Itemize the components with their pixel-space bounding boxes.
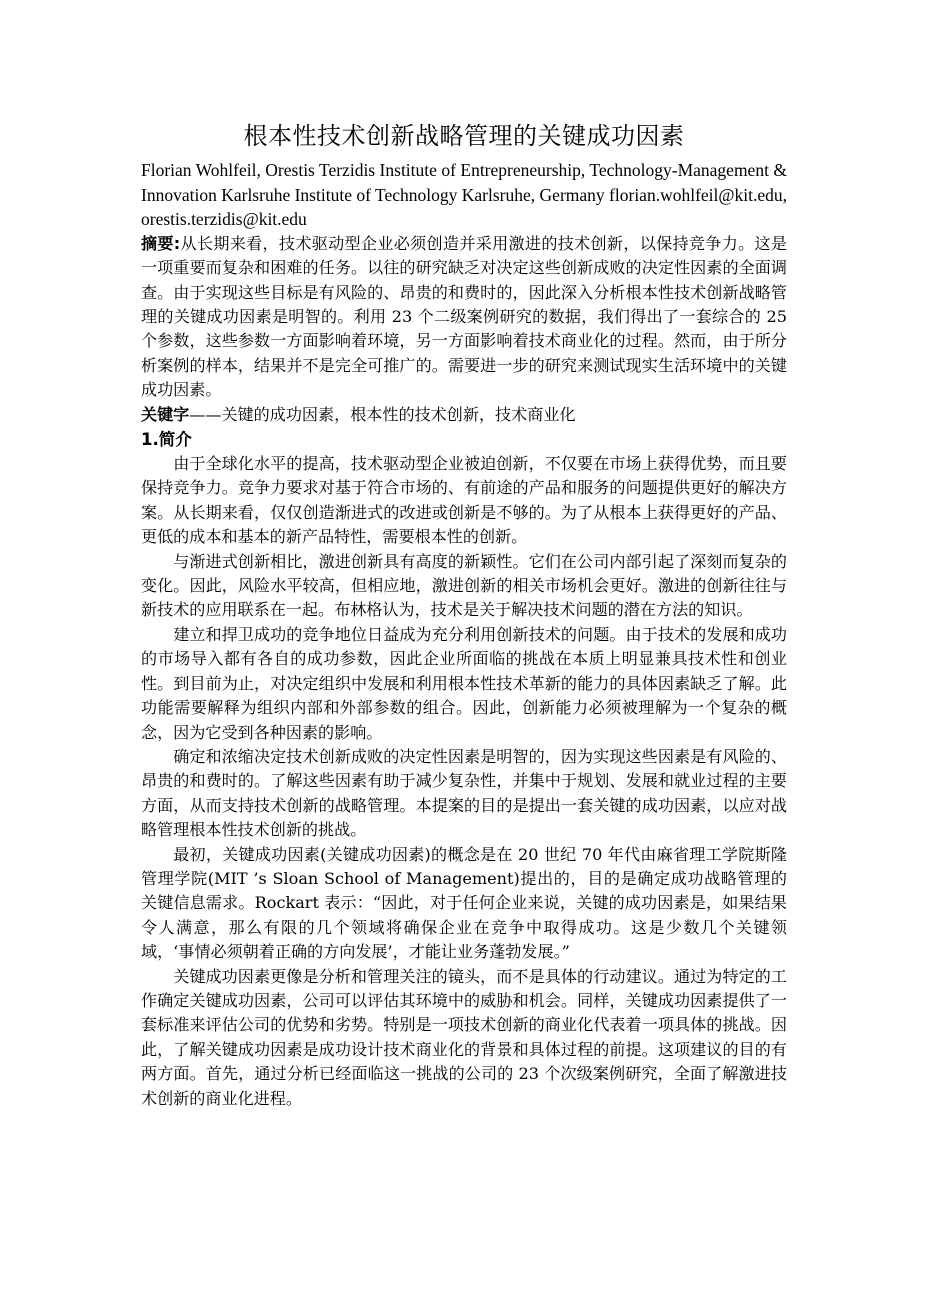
keywords bbox=[141, 403, 787, 427]
abstract-label: 摘要: bbox=[141, 233, 181, 253]
body-paragraph: 与渐进式创新相比，激进创新具有高度的新颖性。它们在公司内部引起了深刻而复杂的变化。因此，风险水平较高，但相应地，激进创新的相关市场机会更好。激进的创新往往与新技术的应用联系在一起。布林格认为，技术是关于解决技术问题的潜在方法的知识。 bbox=[141, 551, 787, 620]
body-paragraph: 建立和捍卫成功的竞争地位日益成为充分利用创新技术的问题。由于技术的发展和成功的市场导入都有各自的成功参数，因此企业所面临的挑战在本质上明显兼具技术性和创业性。到目前为止，对决定组织中发展和利用根本性技术革新的能力的具体因素缺乏了解。此功能需要解释为组织内部和外部参数的组合。因此，创新能力必须被理解为一个复杂的概念，因为它受到各种因素的影响。 bbox=[141, 624, 787, 742]
keywords-label: 关键字 bbox=[141, 404, 190, 424]
abstract-text: 从长期来看，技术驱动型企业必须创造并采用激进的技术创新，以保持竞争力。这是一项重要而复杂和困难的任务。以往的研究缺乏对决定这些创新成败的决定性因素的全面调查。由于实现这些目标是有风险的、昂贵的和费时的，因此深入分析根本性技术创新战略管理的关键成功因素是明智的。利用 23 个二级案例研究的数据，我们得出了一套综合的 25 个参数，这些参数一方面影响着环境，另一方面影响着技术商业化的过程。然而，由于所分析案例的样本，结果并不是完全可推广的。需要进一步的研究来测试现实生活环境中的关键成功因素。 bbox=[141, 233, 787, 400]
keywords-text: ——关键的成功因素，根本性的技术创新，技术商业化 bbox=[189, 404, 576, 424]
section-heading-introduction: 1.简介 bbox=[141, 430, 192, 450]
body-paragraph: 关键成功因素更像是分析和管理关注的镜头，而不是具体的行动建议。通过为特定的工作确定关键成功因素，公司可以评估其环境中的威胁和机会。同样，关键成功因素提供了一套标准来评估公司的优势和劣势。特别是一项技术创新的商业化代表着一项具体的挑战。因此，了解关键成功因素是成功设计技术商业化的背景和具体过程的前提。这项建议的目的有两方面。首先，通过分析已经面临这一挑战的公司的 23 个次级案例研究，全面了解激进技术创新的商业化进程。 bbox=[141, 966, 787, 1108]
body-paragraph: 由于全球化水平的提高，技术驱动型企业被迫创新，不仅要在市场上获得优势，而且要保持竞争力。竞争力要求对基于符合市场的、有前途的产品和服务的问题提供更好的解决方案。从长期来看，仅仅创造渐进式的改进或创新是不够的。为了从根本上获得更好的产品、更低的成本和基本的新产品特性，需要根本性的创新。 bbox=[141, 454, 787, 547]
body-paragraph: 确定和浓缩决定技术创新成败的决定性因素是明智的，因为实现这些因素是有风险的、昂贵的和费时的。了解这些因素有助于减少复杂性，并集中于规划、发展和就业过程的主要方面，从而支持技术创新的战略管理。本提案的目的是提出一套关键的成功因素，以应对战略管理根本性技术创新的挑战。 bbox=[141, 746, 787, 840]
paper-page bbox=[141, 120, 787, 1111]
paper-title: 根本性技术创新战略管理的关键成功因素 bbox=[243, 122, 685, 150]
body-paragraph: 最初，关键成功因素(关键成功因素)的概念是在 20 世纪 70 年代由麻省理工学院斯隆管理学院(MIT ’s Sloan School of Management)提出的，目的是确定成功战略管理的关键信息需求。Rockart 表示：“因此，对于任何企业来说，关键的成功因素是，如果结果令人满意，那么有限的几个领域将确保企业在竞争中取得成功。这是少数几个关键领域，‘事情必须朝着正确的方向发展’，才能让业务蓬勃发展。” bbox=[141, 844, 787, 962]
author-affiliation: Florian Wohlfeil, Orestis Terzidis Institute of Entrepreneurship, Technology-Management & Innovation Karlsruhe Institute of Technology Karlsruhe, Germany florian.wohlfeil@kit.edu, orestis.terzidis@kit.edu bbox=[141, 160, 787, 230]
abstract bbox=[141, 232, 787, 403]
